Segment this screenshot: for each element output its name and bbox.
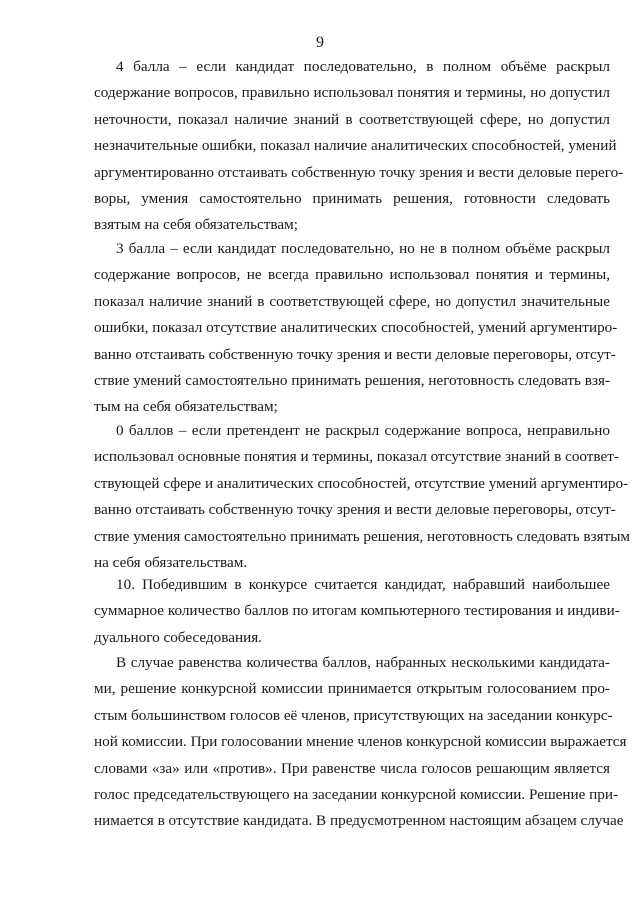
text-line: 0 баллов – если претендент не раскрыл содержание вопроса, неправильно	[116, 422, 610, 439]
page-number: 9	[316, 34, 324, 51]
text-line: 4 балла – если кандидат последовательно, в полном объёме раскрыл	[116, 58, 610, 75]
text-line: ствие умения самостоятельно принимать решения, неготовность следовать взятым	[94, 527, 631, 545]
text-line: голос председательствующего на заседании конкурсной комиссии. Решение при-	[94, 785, 619, 803]
paragraph-3-points	[94, 236, 618, 421]
text-line: В случае равенства количества баллов, набранных несколькими кандидата-	[116, 654, 610, 671]
text-line: дуального собеседования.	[94, 628, 262, 646]
text-line: тым на себя обязательствам;	[94, 398, 278, 416]
text-line: показал наличие знаний в соответствующей сфере, но допустил значительные	[94, 292, 610, 310]
text-line: словами «за» или «против». При равенстве числа голосов решающим является	[94, 759, 610, 777]
text-line: взятым на себя обязательствам;	[94, 216, 298, 234]
text-line: суммарное количество баллов по итогам компьютерного тестирования и индиви-	[94, 602, 620, 620]
text-line: ствующей сфере и аналитических способностей, отсутствие умений аргументиро-	[94, 474, 629, 492]
paragraph-0-points	[94, 418, 631, 576]
paragraph-item-10	[94, 572, 620, 651]
text-line: ствие умений самостоятельно принимать решения, неготовность следовать взя-	[94, 371, 610, 389]
text-line: 10. Победившим в конкурсе считается кандидат, набравший наибольшее	[116, 576, 610, 593]
text-line: содержание вопросов, не всегда правильно использовал понятия и термины,	[94, 266, 610, 284]
text-line: ми, решение конкурсной комиссии принимается открытым голосованием про-	[94, 680, 610, 698]
text-line: ной комиссии. При голосовании мнение членов конкурсной комиссии выражается	[94, 733, 627, 751]
text-line: неточности, показал наличие знаний в соответствующей сфере, но допустил	[94, 110, 610, 128]
text-line: нимается в отсутствие кандидата. В предусмотренном настоящим абзацем случае	[94, 812, 624, 830]
text-line: ошибки, показал отсутствие аналитических способностей, умений аргументиро-	[94, 319, 618, 337]
text-line: содержание вопросов, правильно использовал понятия и термины, но допустил	[94, 84, 610, 102]
text-line: ванно отстаивать собственную точку зрения и вести деловые переговоры, отсут-	[94, 345, 616, 363]
paragraph-4-points	[94, 54, 624, 239]
text-line: стым большинством голосов её членов, присутствующих на заседании конкурс-	[94, 706, 613, 724]
text-line: аргументированно отстаивать собственную точку зрения и вести деловые перего-	[94, 163, 624, 181]
text-line: воры, умения самостоятельно принимать решения, готовности следовать	[94, 189, 610, 207]
text-line: незначительные ошибки, показал наличие аналитических способностей, умений	[94, 137, 617, 155]
text-line: на себя обязательствам.	[94, 553, 248, 571]
text-line: ванно отстаивать собственную точку зрения и вести деловые переговоры, отсут-	[94, 501, 616, 519]
text-line: 3 балла – если кандидат последовательно, но не в полном объёме раскрыл	[116, 240, 610, 257]
paragraph-equal-score	[94, 650, 627, 835]
text-line: использовал основные понятия и термины, показал отсутствие знаний в соответ-	[94, 448, 619, 466]
